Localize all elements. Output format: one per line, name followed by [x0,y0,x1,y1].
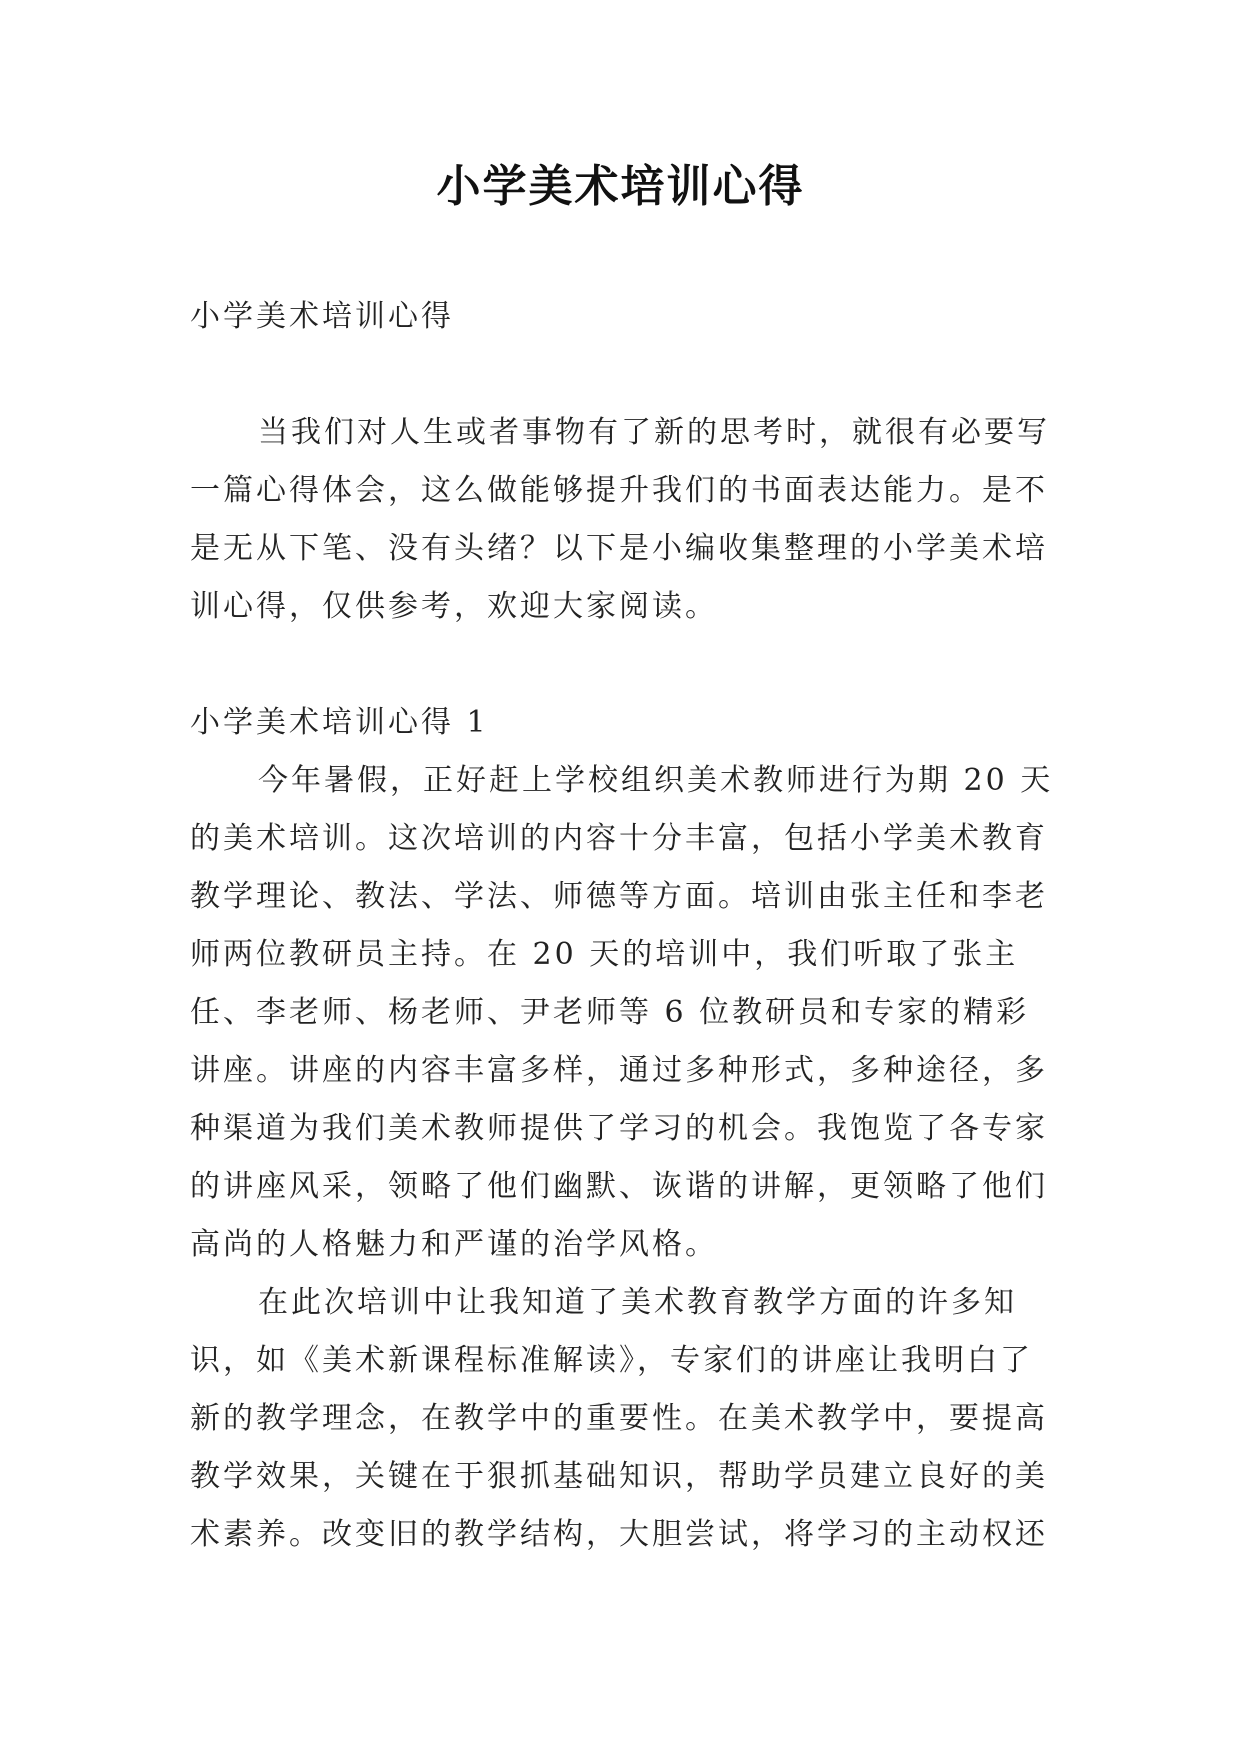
intro-paragraph: 当我们对人生或者事物有了新的思考时，就很有必要写一篇心得体会，这么做能够提升我们的书面表达能力。是不是无从下笔、没有头绪？以下是小编收集整理的小学美术培训心得，仅供参考，欢迎大家阅读。 [190,415,1050,624]
section-heading: 小学美术培训心得 1 [190,705,489,740]
document-body [190,288,1060,1564]
body-paragraph-1: 今年暑假，正好赶上学校组织美术教师进行为期 20 天的美术培训。这次培训的内容十分丰富，包括小学美术教育教学理论、教法、学法、师德等方面。培训由张主任和李老师两位教研员主持。在 20 天的培训中，我们听取了张主任、李老师、杨老师、尹老师等 6 位教研员和专家的精彩讲座。讲座的内容丰富多样，通过多种形式，多种途径，多种渠道为我们美术教师提供了学习的机会。我饱览了各专家的讲座风采，领略了他们幽默、诙谐的讲解，更领略了他们高尚的人格魅力和严谨的治学风格。 [190,763,1054,1262]
body-paragraph-2: 在此次培训中让我知道了美术教育教学方面的许多知识，如《美术新课程标准解读》，专家们的讲座让我明白了新的教学理念，在教学中的重要性。在美术教学中，要提高教学效果，关键在于狠抓基础知识，帮助学员建立良好的美术素养。改变旧的教学结构，大胆尝试，将学习的主动权还 [190,1285,1048,1552]
document-subtitle: 小学美术培训心得 [190,299,454,334]
document-title: 小学美术培训心得 [436,161,805,212]
